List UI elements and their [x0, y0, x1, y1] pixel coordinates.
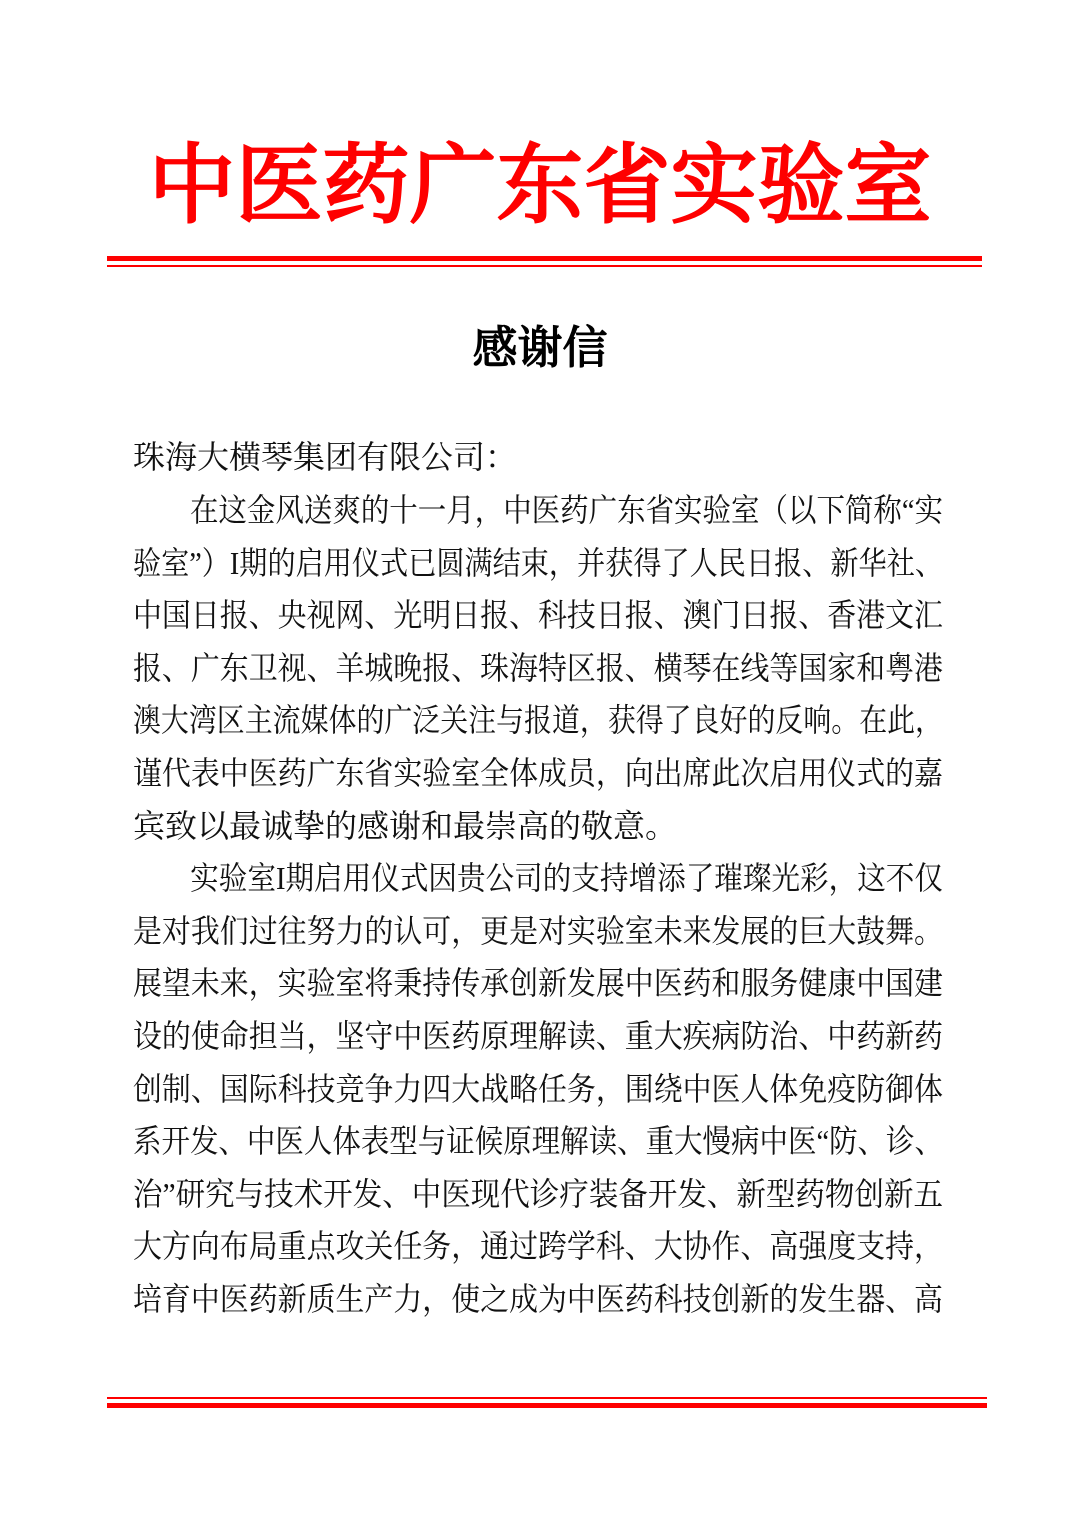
body-line: [133, 1115, 943, 1168]
body-line: [133, 1168, 943, 1221]
body-line-text: 宾致以最诚挚的感谢和最崇高的敬意。: [133, 807, 678, 844]
body-line: [133, 1220, 943, 1273]
body-line-text: 中国日报、央视网、光明日报、科技日报、澳门日报、香港文汇: [133, 597, 943, 634]
body-line-text: 谨代表中医药广东省实验室全体成员，向出席此次启用仪式的嘉: [133, 754, 943, 791]
letter-body: [133, 431, 943, 1325]
body-line-text: 是对我们过往努力的认可，更是对实验室未来发展的巨大鼓舞。: [133, 912, 943, 949]
body-line: [133, 1010, 943, 1063]
body-line: [133, 905, 943, 958]
body-line: [133, 747, 943, 800]
salutation: [133, 431, 943, 484]
letterhead-title: 中医药广东省实验室: [148, 137, 932, 234]
body-line-text: 澳大湾区主流媒体的广泛关注与报道，获得了良好的反响。在此，: [133, 702, 943, 739]
body-line-text: 报、广东卫视、羊城晚报、珠海特区报、横琴在线等国家和粤港: [133, 649, 943, 686]
salutation-text: 珠海大横琴集团有限公司：: [133, 439, 518, 476]
body-line: [133, 852, 943, 905]
paragraphs-container: [133, 484, 943, 1326]
body-line: [133, 1063, 943, 1116]
body-line: [133, 1273, 943, 1326]
body-line: [133, 800, 943, 853]
body-line: [133, 694, 943, 747]
body-line-text: 系开发、中医人体表型与证候原理解读、重大慢病中医“防、诊、: [133, 1123, 943, 1160]
body-line-text: 创制、国际科技竞争力四大战略任务，围绕中医人体免疫防御体: [133, 1070, 943, 1107]
letterhead: [0, 0, 1080, 267]
letter-title: 感谢信: [472, 323, 608, 374]
body-line-text: 实验室I期启用仪式因贵公司的支持增添了璀璨光彩，这不仅: [190, 860, 943, 897]
body-line-text: 验室”）I期的启用仪式已圆满结束，并获得了人民日报、新华社、: [133, 544, 943, 581]
body-line: [133, 642, 943, 695]
body-line: [133, 537, 943, 590]
letterhead-divider: [107, 256, 982, 267]
footer-divider: [107, 1397, 987, 1408]
body-line: [133, 484, 943, 537]
body-line-text: 展望未来，实验室将秉持传承创新发展中医药和服务健康中国建: [133, 965, 943, 1002]
body-line: [133, 957, 943, 1010]
body-line: [133, 589, 943, 642]
body-line-text: 培育中医药新质生产力，使之成为中医药科技创新的发生器、高: [133, 1280, 943, 1317]
body-line-text: 治”研究与技术开发、中医现代诊疗装备开发、新型药物创新五: [133, 1175, 943, 1212]
body-line-text: 在这金风送爽的十一月，中医药广东省实验室（以下简称“实: [189, 491, 943, 528]
body-line-text: 大方向布局重点攻关任务，通过跨学科、大协作、高强度支持，: [133, 1228, 943, 1265]
body-line-text: 设的使命担当，坚守中医药原理解读、重大疾病防治、中药新药: [133, 1017, 943, 1054]
